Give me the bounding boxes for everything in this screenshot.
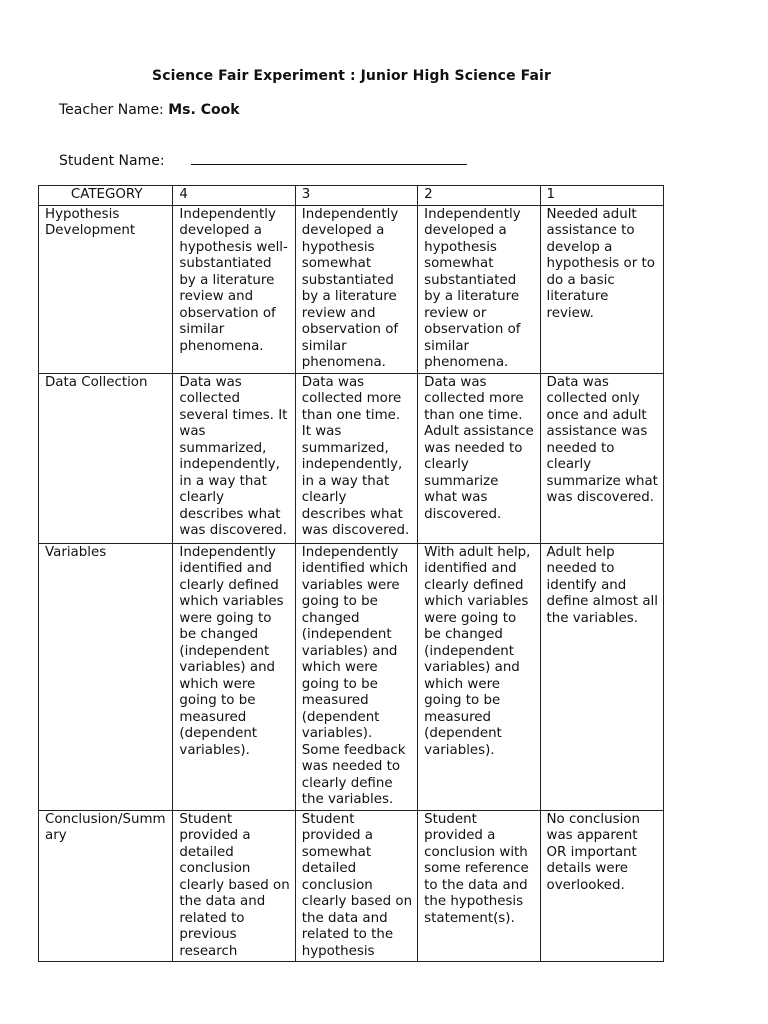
rubric-cell: Needed adult assistance to develop a hypothesis or to do a basic literature review.: [540, 205, 663, 373]
rubric-cell: Data was collected several times. It was summarized, independently, in a way that clearly describes what was discovered.: [173, 373, 295, 543]
student-name-field: [59, 150, 467, 169]
rubric-cell: Independently identified and clearly defined which variables were going to be changed (independent variables) and which were going to be measured (dependent variables).: [173, 543, 295, 810]
rubric-cell: Data was collected more than one time. Adult assistance was needed to clearly summarize what was discovered.: [418, 373, 540, 543]
rubric-cell: Data was collected only once and adult assistance was needed to clearly summarize what was discovered.: [540, 373, 663, 543]
document-title: Science Fair Experiment : Junior High Science Fair: [152, 68, 551, 84]
student-name-blank-line: [191, 150, 467, 165]
table-row: [39, 373, 664, 543]
rubric-cell: Independently developed a hypothesis somewhat substantiated by a literature review or observation of similar phenomena.: [418, 205, 540, 373]
header-score-3: 3: [295, 186, 417, 206]
rubric-cell: Data was collected more than one time. It was summarized, independently, in a way that clearly describes what was discovered.: [295, 373, 417, 543]
header-score-1: 1: [540, 186, 663, 206]
rubric-cell: Adult help needed to identify and define almost all the variables.: [540, 543, 663, 810]
rubric-cell: Independently developed a hypothesis somewhat substantiated by a literature review and observation of similar phenomena.: [295, 205, 417, 373]
header-score-2: 2: [418, 186, 540, 206]
row-category: Data Collection: [39, 373, 173, 543]
row-category: Variables: [39, 543, 173, 810]
rubric-cell: No conclusion was apparent OR important details were overlooked.: [540, 810, 663, 962]
header-row: [39, 186, 664, 206]
table-row: [39, 810, 664, 962]
row-category: Conclusion/Summary: [39, 810, 173, 962]
header-score-4: 4: [173, 186, 295, 206]
header-category: CATEGORY: [39, 186, 173, 206]
rubric-cell: Independently developed a hypothesis well-substantiated by a literature review and observation of similar phenomena.: [173, 205, 295, 373]
rubric-cell: With adult help, identified and clearly defined which variables were going to be changed (independent variables) and which were going to be measured (dependent variables).: [418, 543, 540, 810]
teacher-name-label: Teacher Name:: [59, 102, 164, 118]
rubric-table: [38, 185, 664, 962]
table-row: [39, 205, 664, 373]
rubric-cell: Independently identified which variables were going to be changed (independent variables) and which were going to be measured (dependent variables). Some feedback was needed to clearly define the variables.: [295, 543, 417, 810]
row-category: Hypothesis Development: [39, 205, 173, 373]
rubric-cell: Student provided a conclusion with some reference to the data and the hypothesis statement(s).: [418, 810, 540, 962]
teacher-name-field: [59, 102, 240, 118]
table-row: [39, 543, 664, 810]
rubric-cell: Student provided a detailed conclusion clearly based on the data and related to previous research: [173, 810, 295, 962]
student-name-label: Student Name:: [59, 153, 165, 169]
teacher-name-value: Ms. Cook: [168, 102, 240, 118]
rubric-cell: Student provided a somewhat detailed conclusion clearly based on the data and related to the hypothesis: [295, 810, 417, 962]
